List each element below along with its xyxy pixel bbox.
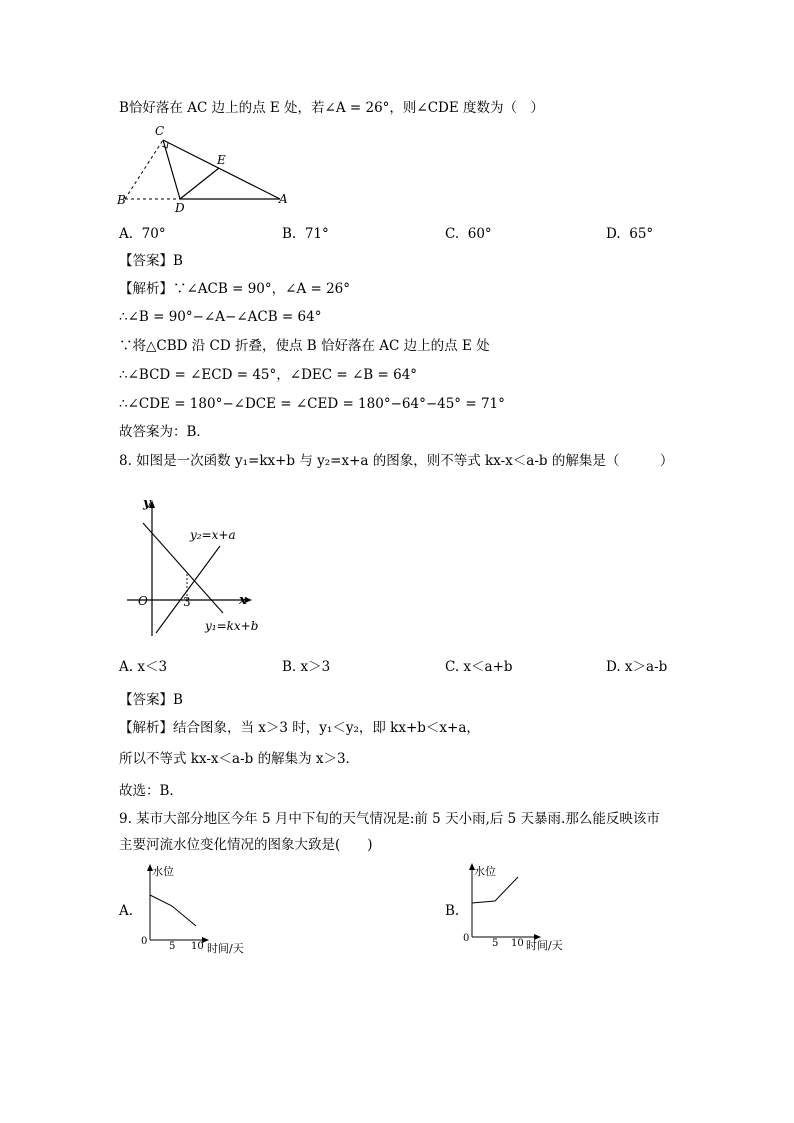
- q7-label-e: E: [217, 153, 226, 167]
- q8-option-b: B. x＞3: [282, 659, 331, 675]
- q7-dashed-bc: [125, 140, 163, 199]
- q9-option-b-letter: B.: [445, 903, 460, 919]
- q9-graph-b: [462, 857, 587, 957]
- q8-option-d: D. x＞a-b: [606, 659, 668, 675]
- q9b-tick-10: 10: [511, 938, 524, 949]
- q9-graph-a: [136, 860, 261, 960]
- q8-y2-label: y₂=x+a: [190, 528, 236, 542]
- q7-option-a-letter: A.: [119, 226, 134, 242]
- q9b-ylabel: 水位: [474, 865, 496, 878]
- q8-tick-label-3: 3: [183, 595, 191, 609]
- q8-option-a: A. x＜3: [119, 659, 168, 675]
- q8-conclusion: 故选：B．: [119, 783, 183, 799]
- q8-analysis-line-2: 所以不等式 kx-x＜a-b 的解集为 x＞3．: [119, 751, 360, 767]
- q9a-ylabel: 水位: [152, 865, 174, 878]
- q7-option-d: [606, 225, 653, 243]
- q7-segment-cd: [163, 140, 180, 199]
- q7-analysis-line-2: ∴∠B = 90°−∠A−∠ACB = 64°: [119, 309, 322, 325]
- q9a-water-level-line: [150, 895, 196, 926]
- q7-option-a-value: 70°: [141, 226, 166, 242]
- q7-option-c-value: 60°: [467, 226, 492, 242]
- q8-origin-label: O: [138, 594, 148, 608]
- q7-option-d-letter: D.: [606, 226, 621, 242]
- q8-linear-functions-graph: [125, 490, 275, 640]
- q9b-xlabel: 时间/天: [526, 939, 563, 952]
- q9b-origin: 0: [463, 933, 470, 944]
- q7-analysis-line-1: 【解析】∵∠ACB = 90°，∠A = 26°: [119, 281, 351, 297]
- q8-stem: 8. 如图是一次函数 y₁=kx+b 与 y₂=x+a 的图象，则不等式 kx-x＜a-b 的解集是（ ）: [119, 453, 674, 469]
- q7-option-a: [119, 225, 166, 243]
- q7-segment-de: [180, 168, 219, 199]
- q7-analysis-line-4: ∴∠BCD = ∠ECD = 45°，∠DEC = ∠B = 64°: [119, 367, 418, 383]
- q8-y1-label: y₁=kx+b: [205, 619, 259, 633]
- q9a-tick-10: 10: [191, 941, 204, 952]
- q7-label-a: A: [279, 192, 288, 206]
- q7-label-b: B: [117, 193, 126, 207]
- q7-option-b-letter: B.: [282, 226, 297, 242]
- q7-conclusion: 故答案为：B．: [119, 424, 210, 440]
- q7-answer: 【答案】B: [119, 253, 183, 269]
- q7-label-d: D: [175, 201, 185, 215]
- q7-side-ca: [163, 140, 280, 199]
- q8-analysis-line-1: 【解析】结合图象，当 x＞3 时，y₁＜y₂，即 kx+b＜x+a，: [119, 720, 480, 736]
- q8-answer: 【答案】B: [119, 692, 183, 708]
- q9a-xlabel: 时间/天: [207, 942, 244, 955]
- q7-option-d-value: 65°: [629, 226, 654, 242]
- q9a-tick-5: 5: [169, 941, 176, 952]
- q9-option-a-letter: A.: [119, 903, 134, 919]
- q7-option-c-letter: C.: [445, 226, 460, 242]
- q7-option-b-value: 71°: [304, 226, 329, 242]
- q7-triangle-figure: [117, 122, 292, 214]
- q9b-water-level-line: [472, 877, 518, 903]
- q7-analysis-line-3: ∵将△CBD 沿 CD 折叠，使点 B 恰好落在 AC 边上的点 E 处: [119, 338, 490, 354]
- q9b-tick-5: 5: [492, 938, 499, 949]
- q7-option-b: [282, 225, 329, 243]
- q9-stem-line-1: 9. 某市大部分地区今年 5 月中下旬的天气情况是:前 5 天小雨,后 5 天暴雨.那么能反映该市: [119, 811, 660, 827]
- q7-analysis-line-5: ∴∠CDE = 180°−∠DCE = ∠CED = 180°−64°−45° = 71°: [119, 396, 505, 412]
- q8-option-c: C. x＜a+b: [445, 659, 513, 675]
- q7-stem: B恰好落在 AC 边上的点 E 处，若∠A = 26°，则∠CDE 度数为（ ）: [119, 100, 545, 116]
- q7-label-c: C: [155, 124, 165, 138]
- q9a-origin: 0: [141, 936, 148, 947]
- q9-stem-line-2: 主要河流水位变化情况的图象大致是( ): [119, 837, 373, 853]
- q7-option-c: [445, 225, 492, 243]
- q8-y-axis-label: y: [143, 496, 151, 511]
- q8-x-axis-label: x: [239, 593, 247, 608]
